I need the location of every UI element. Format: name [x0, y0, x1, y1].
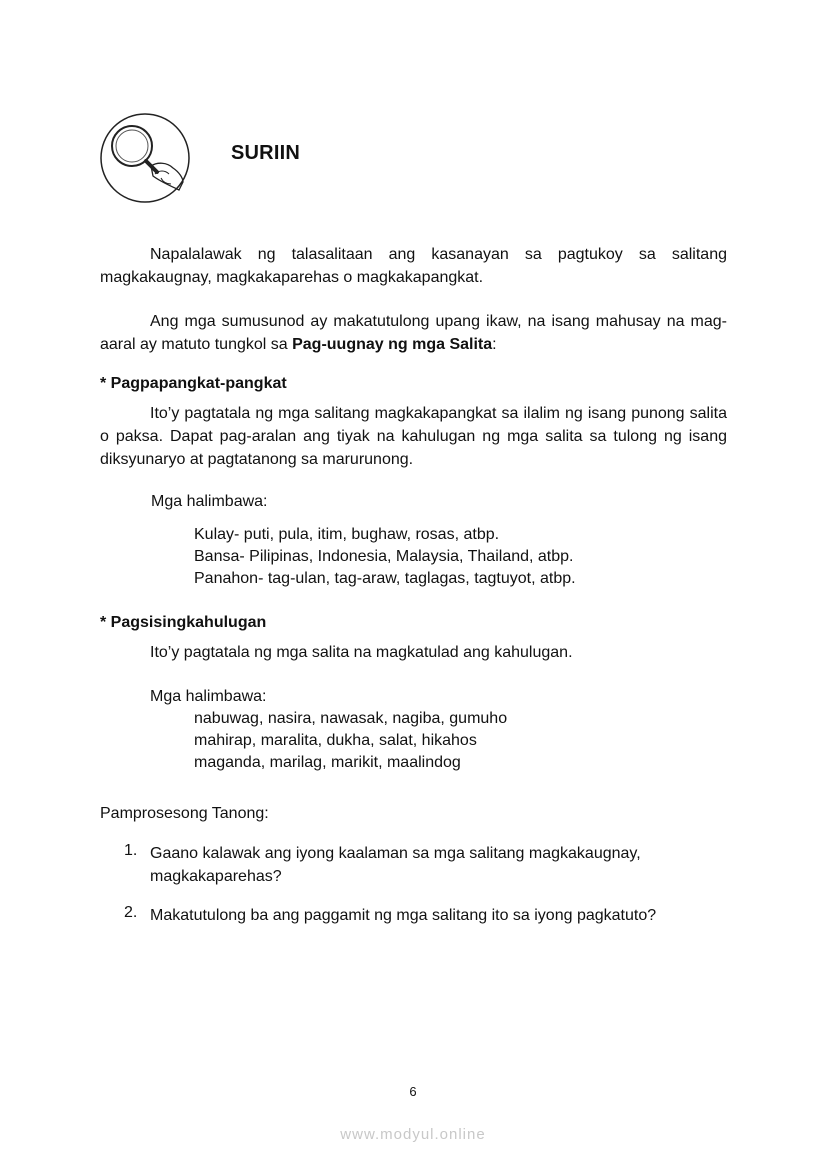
question-text: Gaano kalawak ang iyong kaalaman sa mga salitang magkakaugnay, magkakaparehas?: [150, 845, 641, 885]
examples-label: Mga halimbawa:: [150, 688, 267, 705]
intro-paragraph-2-end: :: [492, 336, 497, 353]
examples-label: Mga halimbawa:: [151, 493, 268, 510]
section-heading-pagsisingkahulugan: * Pagsisingkahulugan: [100, 614, 267, 631]
question-text: Makatutulong ba ang paggamit ng mga salitang ito sa iyong pagkatuto?: [150, 907, 657, 924]
page-number: 6: [409, 1084, 417, 1099]
list-item: Kulay- puti, pula, itim, bughaw, rosas, atbp.: [194, 526, 500, 543]
section-text-pagpapangkat: Ito’y pagtatala ng mga salitang magkakapangkat sa ilalim ng isang punong salita o paksa. Dapat pag-aralan ang tiyak na kahulugan ng mga salita sa tulong ng isang diksyunaryo at pagtatanong sa marurunong.: [100, 405, 727, 468]
topic-name: Pag-uugnay ng mga Salita: [292, 336, 493, 353]
list-item: nabuwag, nasira, nawasak, nagiba, gumuho: [194, 710, 508, 727]
list-item: maganda, marilag, marikit, maalindog: [194, 754, 461, 771]
page-title: SURIIN: [231, 142, 300, 164]
section-text-pagsisingkahulugan: Ito’y pagtatala ng mga salita na magkatulad ang kahulugan.: [150, 644, 573, 661]
intro-paragraph-2-text: Ang mga sumusunod ay makatutulong upang ikaw, na isang mahusay na mag-aaral ay matuto tungkol sa: [100, 313, 727, 353]
list-item: Panahon- tag-ulan, tag-araw, taglagas, tagtuyot, atbp.: [194, 570, 576, 587]
questions-label: Pamprosesong Tanong:: [100, 805, 269, 822]
intro-paragraph-2: [100, 310, 727, 356]
intro-paragraph-1: Napalalawak ng talasalitaan ang kasanayan sa pagtukoy sa salitang magkakaugnay, magkakaparehas o magkakapangkat.: [100, 246, 727, 286]
section-heading-pagpapangkat: * Pagpapangkat-pangkat: [100, 375, 287, 392]
question-number: 1.: [124, 842, 138, 859]
question-number: 2.: [124, 904, 138, 921]
list-item: Bansa- Pilipinas, Indonesia, Malaysia, Thailand, atbp.: [194, 548, 574, 565]
list-item: mahirap, maralita, dukha, salat, hikahos: [194, 732, 477, 749]
watermark: www.modyul.online: [340, 1126, 486, 1143]
magnifying-glass-icon: [99, 112, 191, 204]
